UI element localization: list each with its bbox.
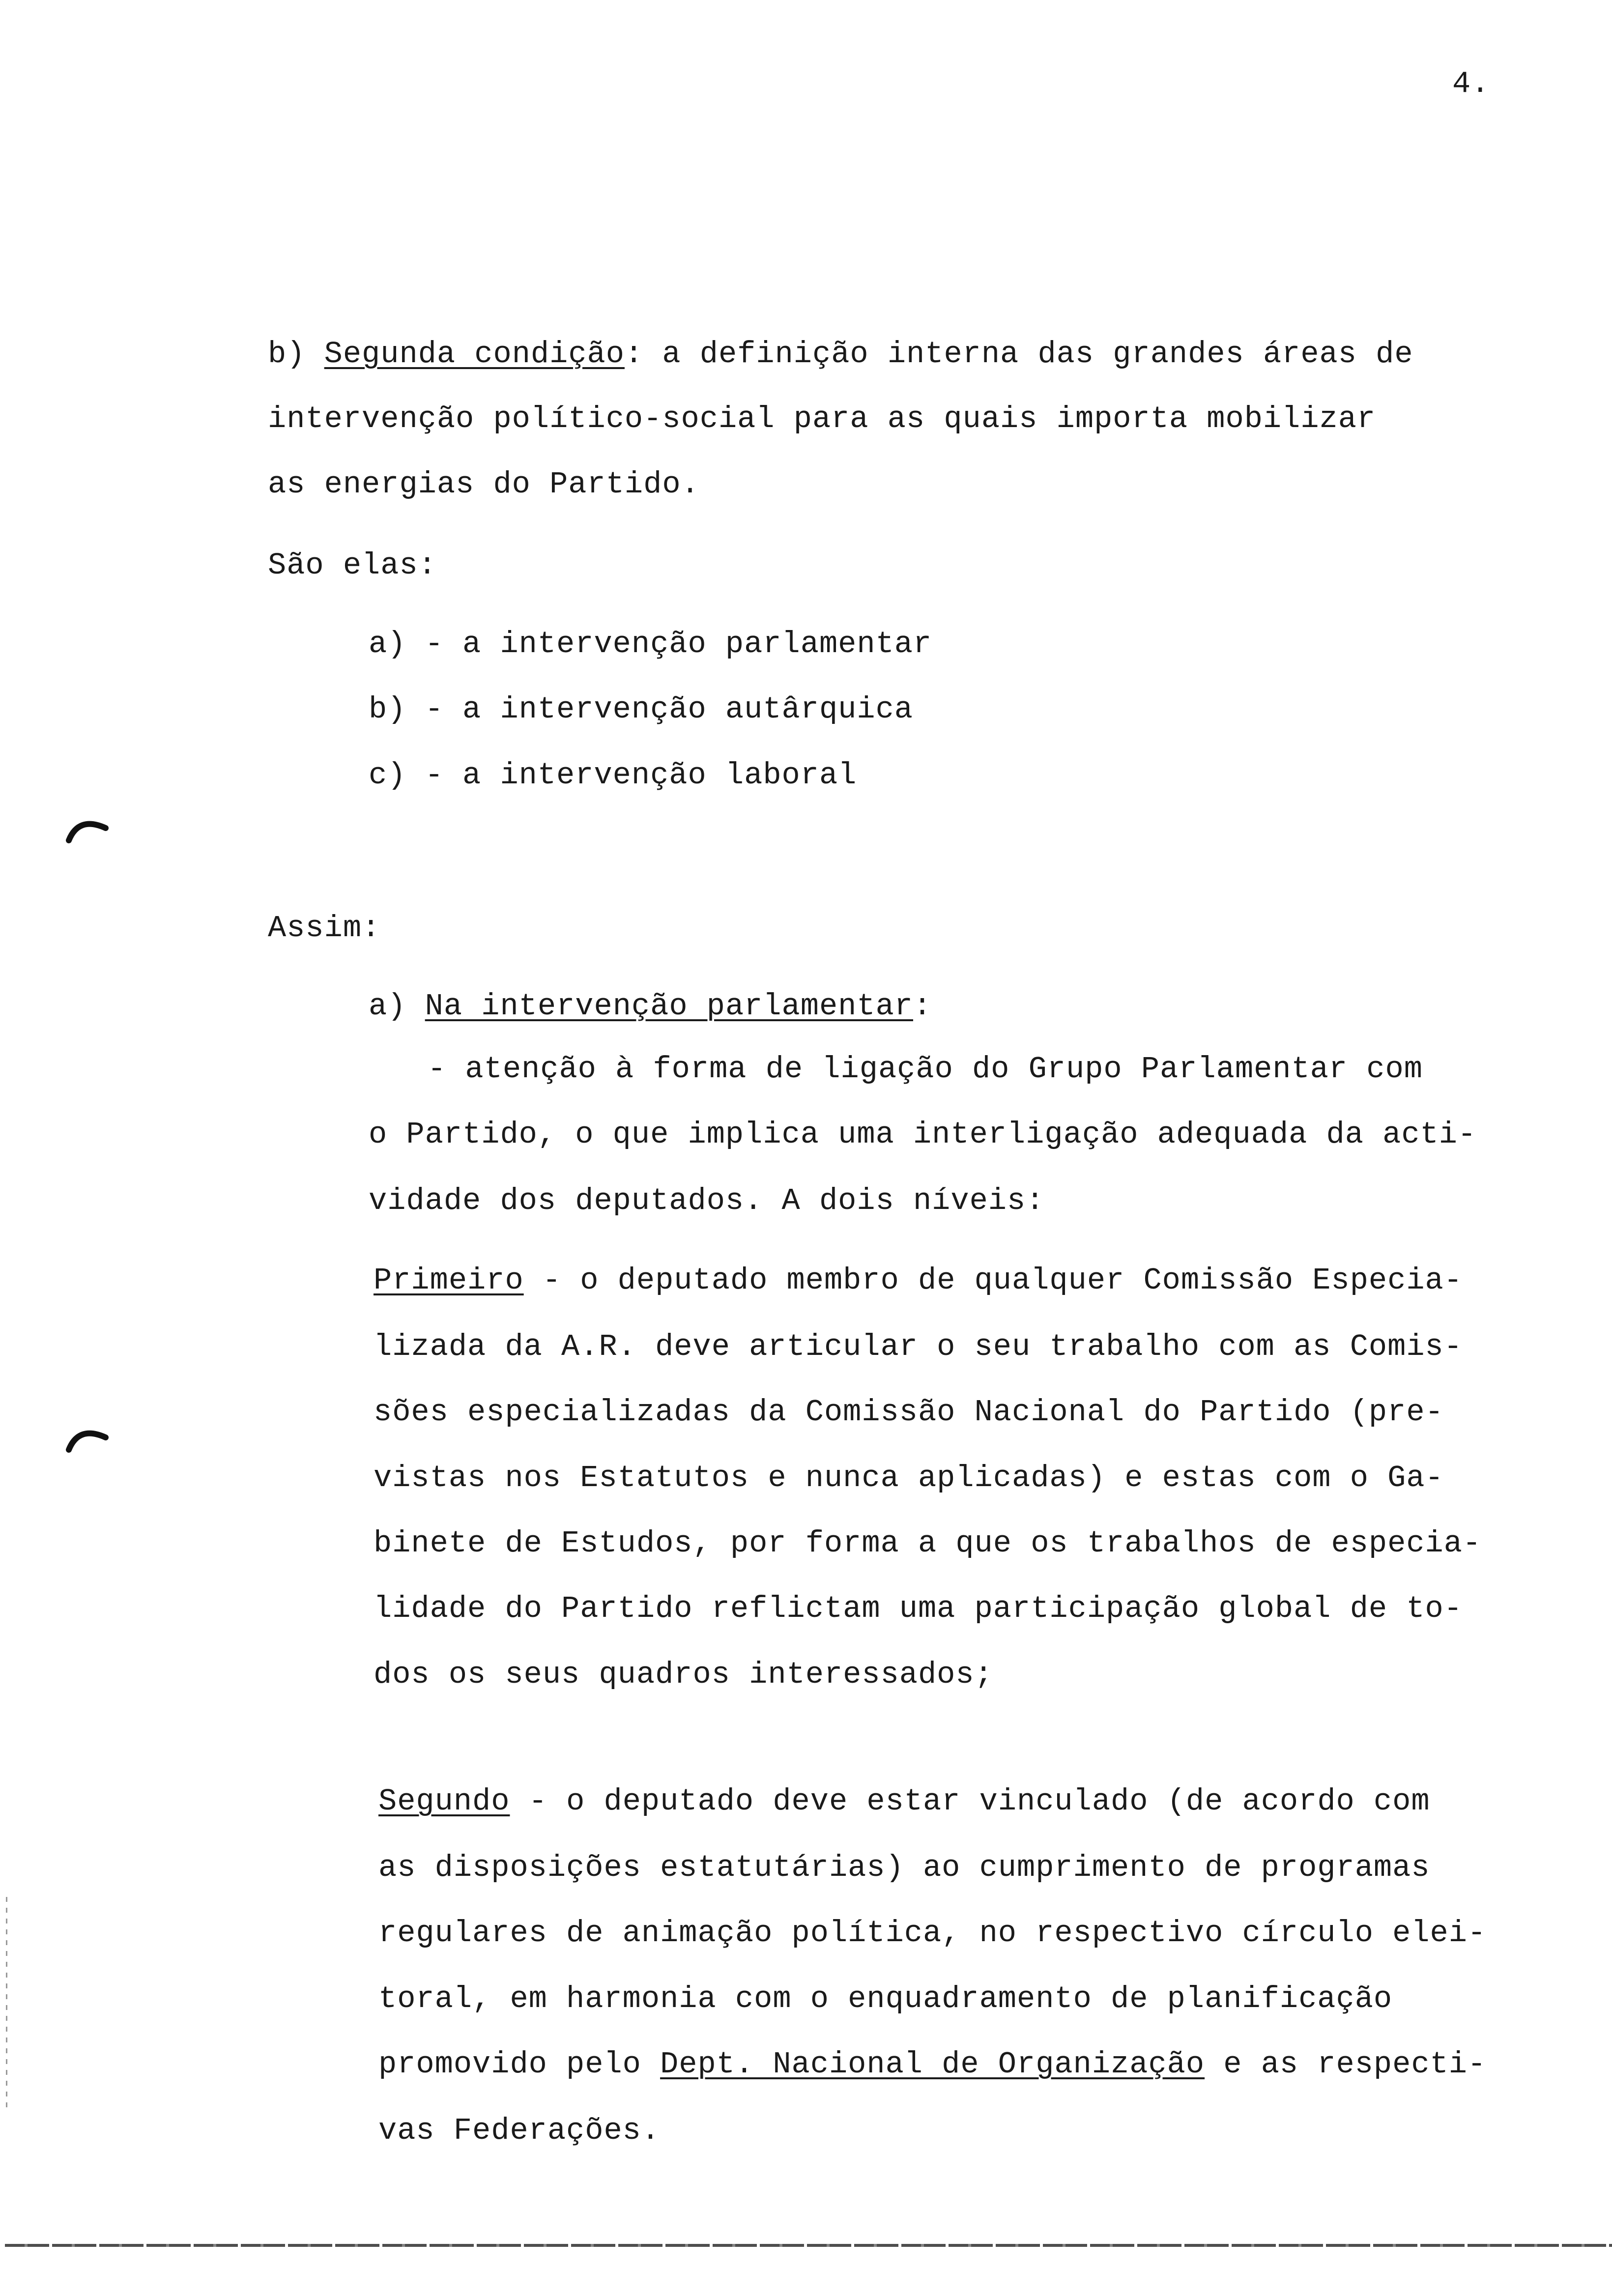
primeiro-heading: Primeiro <box>374 1263 524 1298</box>
segundo-line: regulares de animação política, no respectivo círculo elei- <box>378 1916 1487 1951</box>
primeiro-line: dos os seus quadros interessados; <box>374 1657 993 1692</box>
segundo-line: as disposições estatutárias) ao cumprimento de programas <box>378 1850 1430 1885</box>
page-number: 4. <box>1452 66 1490 101</box>
segundo-line-1 <box>378 1786 1430 1817</box>
segundo-heading: Segundo <box>378 1784 510 1819</box>
section-b-heading: Segunda condição <box>324 337 625 372</box>
sub-a-line: vidade dos deputados. A dois níveis: <box>369 1183 1045 1218</box>
sub-a-line: - atenção à forma de ligação do Grupo Parlamentar com <box>428 1052 1423 1087</box>
segundo-dept-line <box>378 2049 1486 2080</box>
section-b-line-2: intervenção político-social para as quais importa mobilizar <box>268 402 1376 436</box>
section-b-line-1 <box>268 339 1413 370</box>
segundo-dept-pre: promovido pelo <box>378 2047 661 2082</box>
primeiro-line: vistas nos Estatutos e nunca aplicadas) e estas com o Ga- <box>374 1461 1444 1495</box>
hole-punch-mark <box>59 806 118 845</box>
area-item: b) - a intervenção autârquica <box>369 692 913 727</box>
section-b-line-1-rest: : a definição interna das grandes áreas de <box>624 337 1413 372</box>
hole-punch-mark <box>59 1415 118 1455</box>
sub-a-colon: : <box>913 989 932 1024</box>
sub-a-heading-line <box>369 991 932 1022</box>
sao-elas: São elas: <box>268 548 437 583</box>
primeiro-first-rest: - o deputado membro de qualquer Comissão Especia- <box>523 1263 1463 1298</box>
primeiro-line-1 <box>374 1265 1463 1296</box>
segundo-dept-post: e as respecti- <box>1205 2047 1487 2082</box>
segundo-line: toral, em harmonia com o enquadramento de planificação <box>378 1981 1393 2016</box>
dept-nacional-organizacao: Dept. Nacional de Organização <box>660 2047 1205 2082</box>
primeiro-line: binete de Estudos, por forma a que os trabalhos de especia- <box>374 1526 1482 1561</box>
section-b-line-3: as energias do Partido. <box>268 467 700 502</box>
primeiro-line: lizada da A.R. deve articular o seu trabalho com as Comis- <box>374 1329 1463 1364</box>
segundo-first-rest: - o deputado deve estar vinculado (de acordo com <box>510 1784 1430 1819</box>
primeiro-line: lidade do Partido reflictam uma participação global de to- <box>374 1591 1463 1626</box>
section-b-label: b) <box>268 337 306 372</box>
segundo-last-line: vas Federações. <box>378 2113 661 2148</box>
scan-bottom-edge <box>5 2244 1612 2247</box>
primeiro-line: sões especializadas da Comissão Nacional do Partido (pre- <box>374 1395 1444 1430</box>
scan-margin-artifact <box>6 1897 7 2108</box>
sub-a-line: o Partido, o que implica uma interligação adequada da acti- <box>369 1117 1477 1152</box>
assim: Assim: <box>268 911 381 946</box>
area-item: a) - a intervenção parlamentar <box>369 627 932 661</box>
area-item: c) - a intervenção laboral <box>369 758 857 793</box>
sub-a-heading: Na intervenção parlamentar <box>425 989 913 1024</box>
sub-a-label: a) <box>369 989 406 1024</box>
